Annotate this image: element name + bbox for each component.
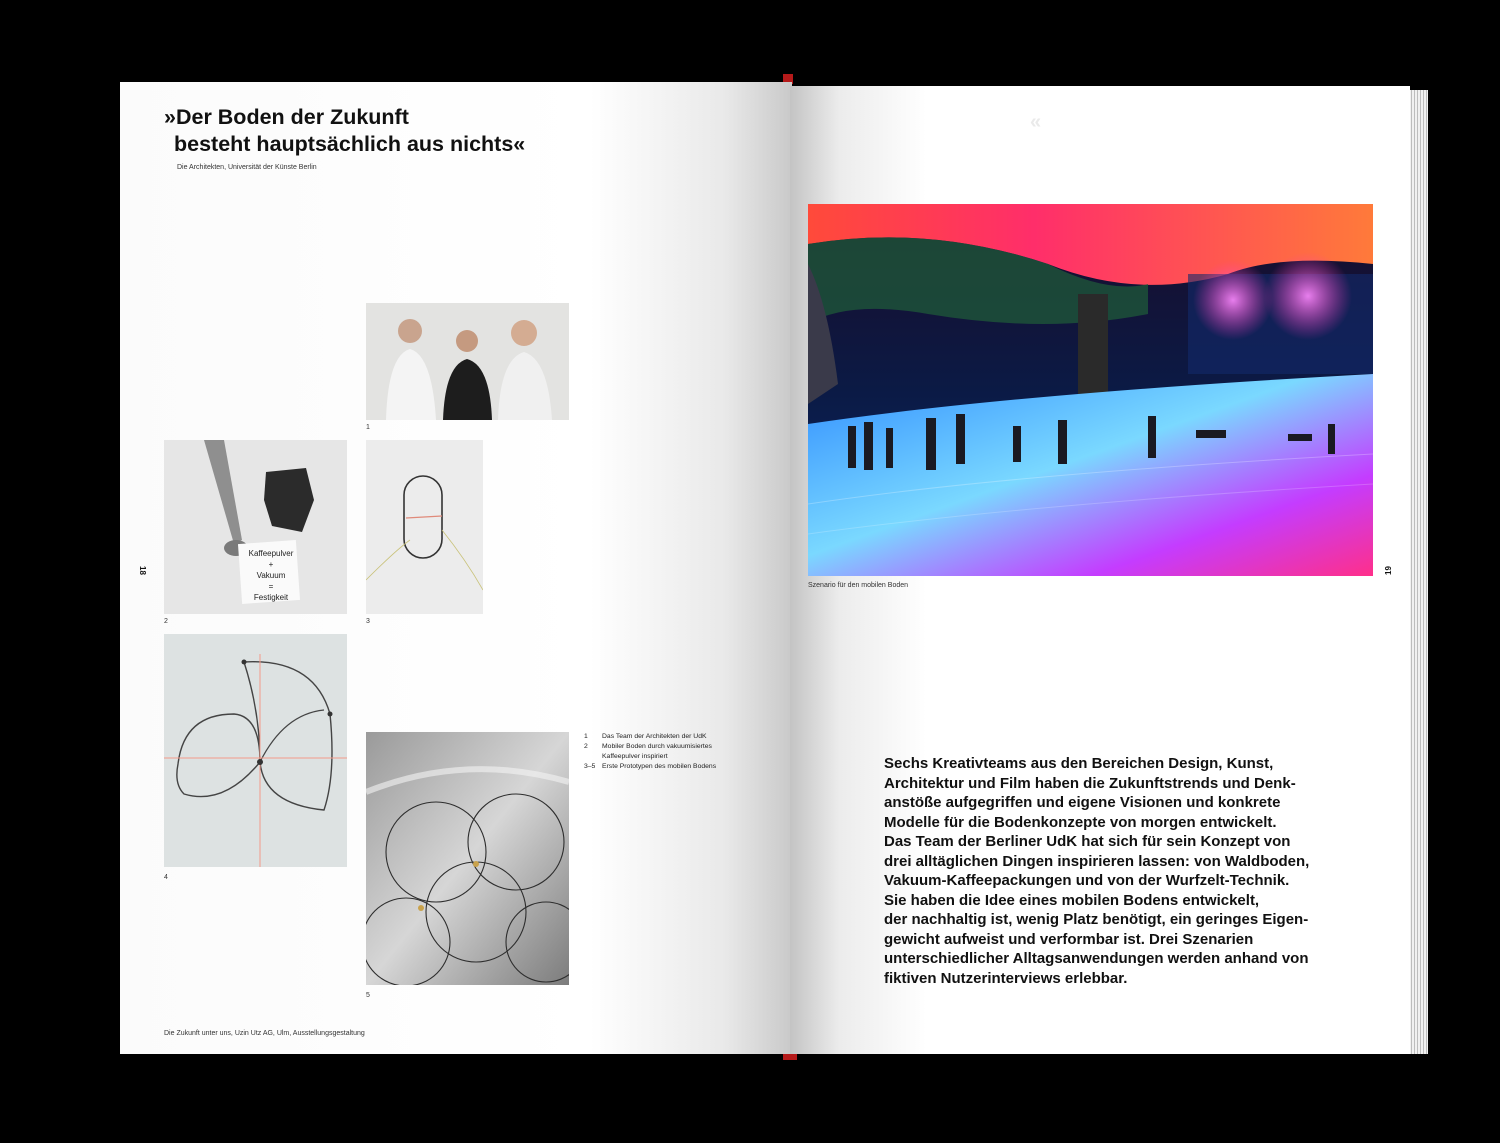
figure-1-team-photo — [366, 303, 569, 420]
caption-line: Kaffeepulver inspiriert — [602, 753, 668, 760]
left-page — [120, 82, 792, 1054]
page-number-left: 18 — [137, 566, 147, 575]
team-photo-illustration — [366, 303, 569, 420]
figure-3-photo — [366, 440, 483, 614]
handwritten-note — [244, 548, 298, 603]
page-number-right: 19 — [1383, 566, 1393, 575]
page-edges — [1408, 90, 1428, 1054]
figure-3-number: 3 — [366, 618, 370, 625]
note-line: + — [268, 560, 274, 569]
body-line: unterschiedlicher Alltagsanwendungen werden anhand von — [884, 950, 1309, 967]
caption-line: Mobiler Boden durch vakuumisiertes — [602, 743, 712, 750]
caption-line: Das Team der Architekten der UdK — [602, 733, 707, 740]
caption-line: Erste Prototypen des mobilen Bodens — [602, 763, 717, 770]
figure-2-number: 2 — [164, 618, 168, 625]
body-line: gewicht aufweist und verformbar ist. Drei Szenarien — [884, 930, 1254, 948]
figure-5-number: 5 — [366, 992, 370, 999]
headline-attribution: Die Architekten, Universität der Künste Berlin — [177, 164, 317, 171]
figure-4-number: 4 — [164, 874, 168, 881]
page-headline — [164, 104, 525, 158]
note-line: = — [268, 582, 274, 591]
caption-number: 1 — [584, 733, 588, 740]
headline-line-2: besteht hauptsächlich aus nichts« — [174, 132, 526, 156]
wire-prototype-illustration — [164, 634, 347, 867]
caption-number: 3–5 — [584, 763, 596, 770]
note-line: Vakuum — [256, 571, 286, 580]
right-page — [790, 86, 1410, 1054]
figure-5-photo — [366, 732, 569, 985]
caption-text — [602, 732, 762, 742]
body-line: Sechs Kreativteams aus den Bereichen Design, Kunst, — [884, 755, 1274, 772]
body-line: Sie haben die Idee eines mobilen Bodens entwickelt, — [884, 891, 1260, 909]
caption-number: 2 — [584, 743, 588, 750]
caption-row — [584, 732, 762, 742]
show-through-text: » — [1030, 111, 1042, 133]
body-line: Architektur und Film haben die Zukunftstrends und Denk- — [884, 774, 1296, 792]
caption-row — [584, 762, 762, 772]
body-line: Das Team der Berliner UdK hat sich für sein Konzept von — [884, 833, 1291, 850]
caption-row — [584, 742, 762, 762]
figure-4-photo — [164, 634, 347, 867]
wire-loop-illustration — [366, 440, 483, 614]
figure-1-number: 1 — [366, 424, 370, 431]
body-line: Modelle für die Bodenkonzepte von morgen entwickelt. — [884, 813, 1277, 831]
body-line: anstöße aufgegriffen und eigene Visionen und konkrete — [884, 794, 1281, 811]
scenario-illustration — [808, 204, 1373, 576]
body-line: Vakuum-Kaffeepackungen und von der Wurfzelt-Technik. — [884, 872, 1290, 889]
figure-2-photo — [164, 440, 347, 614]
headline-line-1: »Der Boden der Zukunft — [164, 105, 409, 129]
body-line: drei alltäglichen Dingen inspirieren lassen: von Waldboden, — [884, 852, 1310, 870]
caption-text — [602, 762, 762, 772]
caption-text — [602, 742, 762, 762]
note-line: Kaffeepulver — [248, 549, 294, 558]
image-caption: Szenario für den mobilen Boden — [808, 582, 909, 589]
vacuum-membrane-illustration — [366, 732, 569, 985]
body-paragraph — [884, 754, 1359, 988]
note-line: Festigkeit — [253, 593, 289, 602]
page-footer: Die Zukunft unter uns, Uzin Utz AG, Ulm, Ausstellungsgestaltung — [164, 1030, 365, 1037]
figure-captions — [584, 732, 762, 772]
body-line: fiktiven Nutzerinterviews erlebbar. — [884, 969, 1128, 987]
scenario-render-image — [808, 204, 1373, 576]
body-line: der nachhaltig ist, wenig Platz benötigt, ein geringes Eigen- — [884, 911, 1309, 928]
